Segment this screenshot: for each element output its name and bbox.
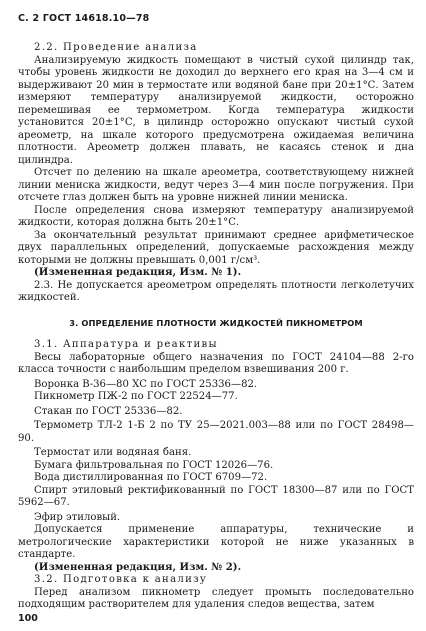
para-result: За окончательный результат принимают среднее арифметическое двух параллельных определений, допускаемые расхождения между которыми не должны превышать 0,001 г/см³. (18, 229, 414, 266)
item-thermostat: Термостат или водяная баня. (34, 447, 192, 458)
item-ethanol: Спирт этиловый ректификованный по ГОСТ 18300—87 или по ГОСТ 5962—67. (18, 484, 414, 508)
item-filter-paper: Бумага фильтровальная по ГОСТ 12026—76. (34, 459, 274, 471)
para-procedure: Анализируемую жидкость помещают в чистый сухой цилиндр так, чтобы уровень жидкости не доходил до верхнего его края на 3—4 см и выдерживают 20 мин в термостате или водяной бане при 20±1°С. Затем измеряют температуру анализируемой жидкости, осторожно перемешивая ее термометром. Когда температура жидкости установится 20±1°С, в цилиндр осторожно опускают чистый сухой ареометр, на шкале которого предусмотрена ожидаемая величина плотности. Ареометр должен плавать, не касаясь стенок и дна цилиндра. (18, 54, 414, 166)
para-3-1-heading: 3.1. Аппаратура и реактивы (34, 339, 218, 350)
para-equipment-note: Допускается применение аппаратуры, технические и метрологические характеристики которой не ниже указанных в стандарте. (18, 524, 414, 560)
para-amendment-1: (Измененная редакция, Изм. № 1). (34, 267, 242, 278)
section-3-title: 3. ОПРЕДЕЛЕНИЕ ПЛОТНОСТИ ЖИДКОСТЕЙ ПИКНОМЕТРОМ (69, 317, 363, 328)
para-2-2-heading: 2.2. Проведение анализа (34, 42, 198, 53)
para-amendment-2: (Измененная редакция, Изм. № 2). (34, 561, 242, 573)
para-2-3: 2.3. Не допускается ареометром определять плотности легколетучих жидкостей. (18, 279, 414, 303)
item-water: Вода дистиллированная по ГОСТ 6709—72. (34, 472, 268, 483)
page-header: С. 2 ГОСТ 14618.10—78 (18, 13, 150, 24)
document-body (18, 42, 414, 612)
item-funnel: Воронка В-36—80 ХС по ГОСТ 25336—82. (34, 378, 258, 390)
para-remeasure: После определения снова измеряют температуру анализируемой жидкости, которая должна быть 20±1°С. (18, 204, 414, 228)
para-preparation: Перед анализом пикнометр следует промыть последовательно подходящим растворителем для удаления следов вещества, затем (18, 586, 414, 610)
item-scales: Весы лабораторные общего назначения по ГОСТ 24104—88 2-го класса точности с наибольшим пределом взвешивания 200 г. (18, 351, 414, 375)
item-ether: Эфир этиловый. (34, 511, 121, 523)
item-pycnometer: Пикнометр ПЖ-2 по ГОСТ 22524—77. (34, 391, 238, 402)
item-thermometer: Термометр ТЛ-2 1-Б 2 по ТУ 25—2021.003—88 или по ГОСТ 28498—90. (18, 420, 414, 444)
page-number: 100 (18, 613, 38, 624)
item-beaker: Стакан по ГОСТ 25336—82. (34, 405, 183, 417)
para-reading: Отсчет по делению на шкале ареометра, соответствующему нижней линии мениска жидкости, ведут через 3—4 мин после погружения. При отсчете глаз должен быть на уровне нижней линии мениска. (18, 167, 414, 203)
para-3-2-heading: 3.2. Подготовка к анализу (34, 574, 208, 585)
